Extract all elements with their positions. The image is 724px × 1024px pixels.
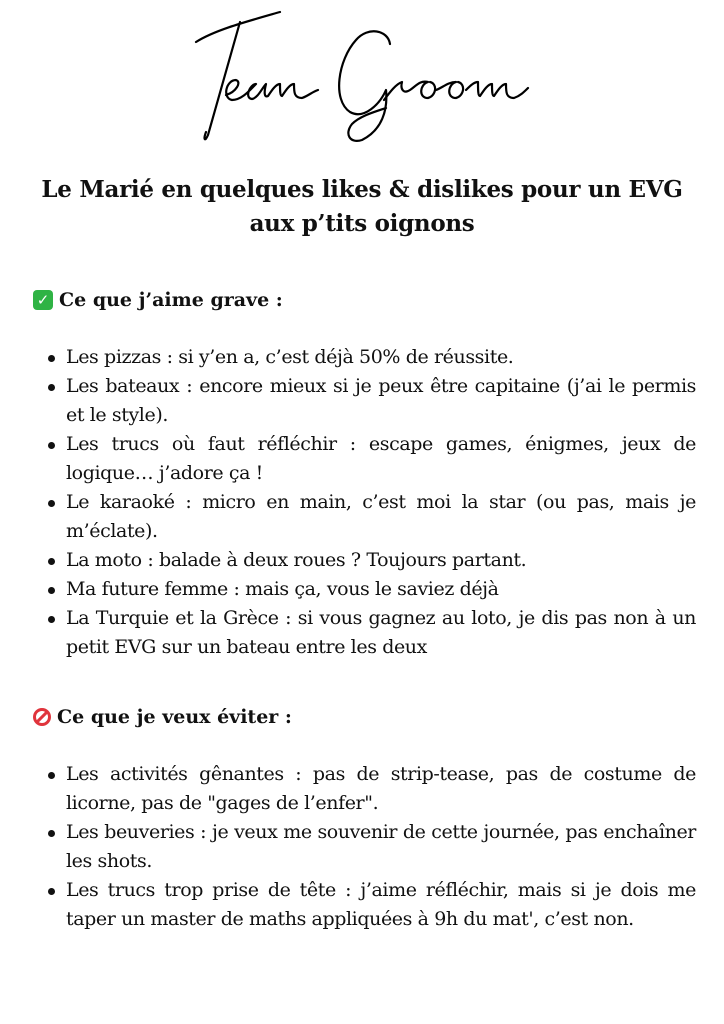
list-item: Les activités gênantes : pas de strip-tease, pas de costume de licorne, pas de "gages de l’enfer".	[44, 760, 696, 818]
dislikes-heading-text: Ce que je veux éviter :	[57, 706, 292, 728]
list-item: Les beuveries : je veux me souvenir de cette journée, pas enchaîner les shots.	[44, 818, 696, 876]
check-mark-button-icon: ✓	[33, 290, 53, 310]
dislikes-heading	[33, 703, 292, 731]
team-groom-logo	[0, 0, 724, 150]
list-item: Les trucs trop prise de tête : j’aime réfléchir, mais si je dois me taper un master de maths appliquées à 9h du mat', c’est non.	[44, 876, 696, 934]
likes-heading-text: Ce que j’aime grave :	[59, 289, 283, 311]
list-item: La moto : balade à deux roues ? Toujours partant.	[44, 546, 696, 575]
team-groom-script-logo	[0, 0, 724, 150]
likes-list	[44, 343, 696, 662]
dislikes-list	[44, 760, 696, 934]
list-item: Ma future femme : mais ça, vous le saviez déjà	[44, 575, 696, 604]
list-item: Les trucs où faut réfléchir : escape games, énigmes, jeux de logique… j’adore ça !	[44, 430, 696, 488]
list-item: Les pizzas : si y’en a, c’est déjà 50% de réussite.	[44, 343, 696, 372]
page-subtitle: Le Marié en quelques likes & dislikes pour un EVG aux p’tits oignons	[41, 176, 683, 237]
list-item: Le karaoké : micro en main, c’est moi la star (ou pas, mais je m’éclate).	[44, 488, 696, 546]
likes-heading	[33, 286, 283, 314]
list-item: Les bateaux : encore mieux si je peux être capitaine (j’ai le permis et le style).	[44, 372, 696, 430]
no-entry-icon	[33, 708, 51, 726]
list-item: La Turquie et la Grèce : si vous gagnez au loto, je dis pas non à un petit EVG sur un bateau entre les deux	[44, 604, 696, 662]
